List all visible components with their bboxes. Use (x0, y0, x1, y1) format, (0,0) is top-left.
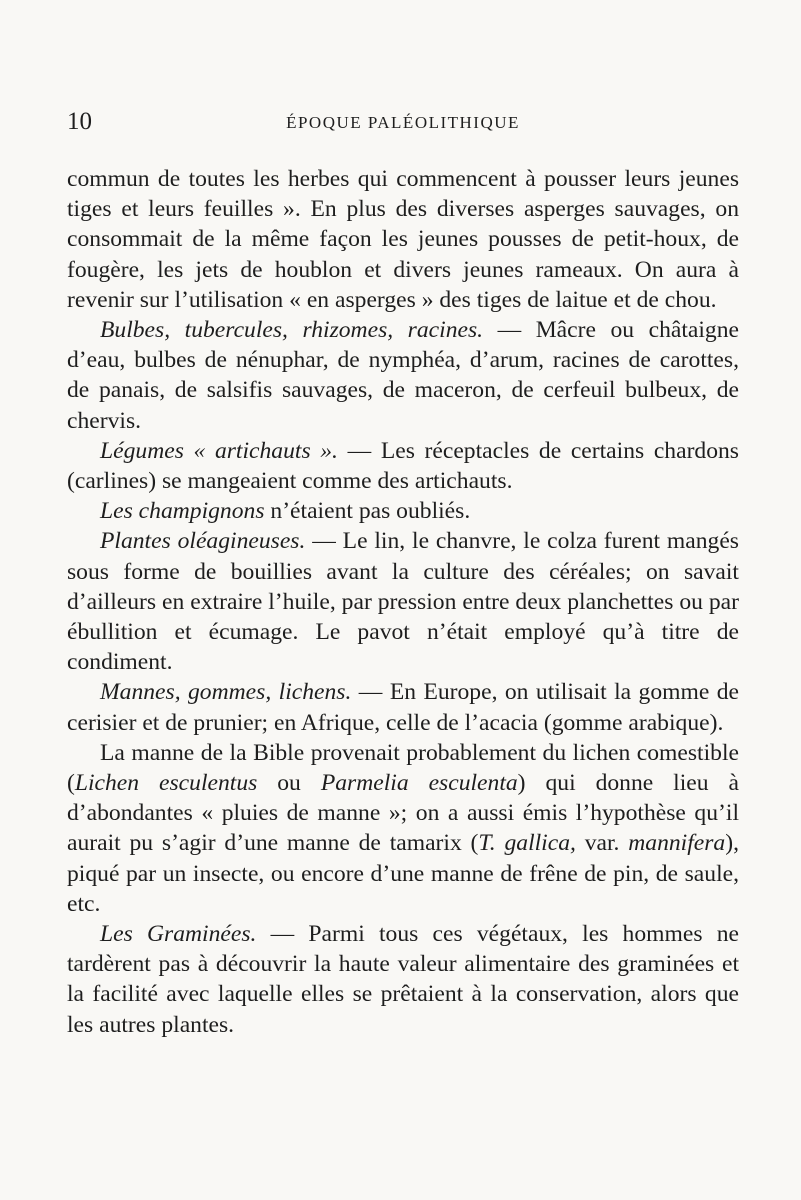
section-heading-mannes: Mannes, gommes, lichens. (100, 679, 352, 706)
paragraph-7 (67, 738, 739, 919)
running-title: ÉPOQUE PALÉOLITHIQUE (286, 113, 520, 132)
paragraph-text: commun de toutes les herbes qui commencent à pousser leurs jeunes tiges et leurs feuilles ». En plus des diverses asperges sauvages, on consommait de la même façon les jeunes pousses de petit-houx, de fougère, les jets de houblon et divers jeunes rameaux. On aura à revenir sur l’utilisation « en asperges » des tiges de laitue et de chou. (67, 166, 739, 313)
body-text (67, 164, 739, 1040)
paragraph-4 (67, 496, 739, 526)
section-heading-graminees: Les Graminées. (100, 921, 257, 948)
section-heading-oleagineuses: Plantes oléagineuses. (100, 528, 306, 555)
paragraph-text: — Mâcre ou châtaigne d’eau, bulbes de nénuphar, de nymphéa, d’arum, racines de carottes, de panais, de salsifis sauvages, de maceron, de cerfeuil bulbeux, de chervis. (67, 317, 739, 434)
text-run: var. (575, 830, 629, 857)
paragraph-text: — Parmi tous ces végétaux, les hommes ne tardèrent pas à découvrir la haute valeur alimentaire des graminées et la facilité avec laquelle elles se prêtaient à la conservation, alors que les autres plantes. (67, 921, 739, 1038)
text-run: ou (257, 770, 321, 797)
paragraph-text: — Le lin, le chanvre, le colza furent mangés sous forme de bouillies avant la culture des céréales; on savait d’ailleurs en extraire l’huile, par pression entre deux planchettes ou par ébullition et écumage. Le pavot n’était employé qu’à titre de condiment. (67, 528, 739, 676)
species-name: Lichen esculentus (74, 770, 258, 797)
paragraph-text: — Les réceptacles de certains chardons (carlines) se mangeaient comme des artichauts. (67, 437, 739, 495)
paragraph-text: — En Europe, on utilisait la gomme de cerisier et de prunier; en Afrique, celle de l’acacia (gomme arabique). (67, 679, 739, 736)
page-header (67, 108, 739, 138)
paragraph-8 (67, 919, 739, 1040)
paragraph-3 (67, 436, 739, 496)
paragraph-2 (67, 315, 739, 436)
paragraph-1 (67, 164, 739, 315)
text-run: La manne de la Bible provenait probablement du lichen comestible ( (67, 739, 739, 797)
section-heading-bulbes: Bulbes, tubercules, rhizomes, racines. (100, 317, 484, 344)
section-heading-legumes: Légumes « artichauts ». (100, 437, 338, 464)
page-number: 10 (67, 108, 92, 135)
species-name: T. gallica, (478, 830, 576, 857)
section-heading-champignons: Les champignons (100, 498, 265, 525)
paragraph-6 (67, 677, 739, 737)
species-name: Parmelia esculenta (320, 770, 518, 797)
text-run: ) qui donne lieu à d’abondantes « pluies de manne »; on a aussi émis l’hypothèse qu’il aurait pu s’agir d’une manne de tamarix ( (67, 770, 739, 857)
text-run: ), piqué par un insecte, ou encore d’une manne de frêne de pin, de saule, etc. (67, 830, 739, 917)
paragraph-text: n’étaient pas oubliés. (264, 498, 471, 525)
paragraph-5 (67, 526, 739, 677)
variety-name: mannifera (628, 830, 726, 857)
